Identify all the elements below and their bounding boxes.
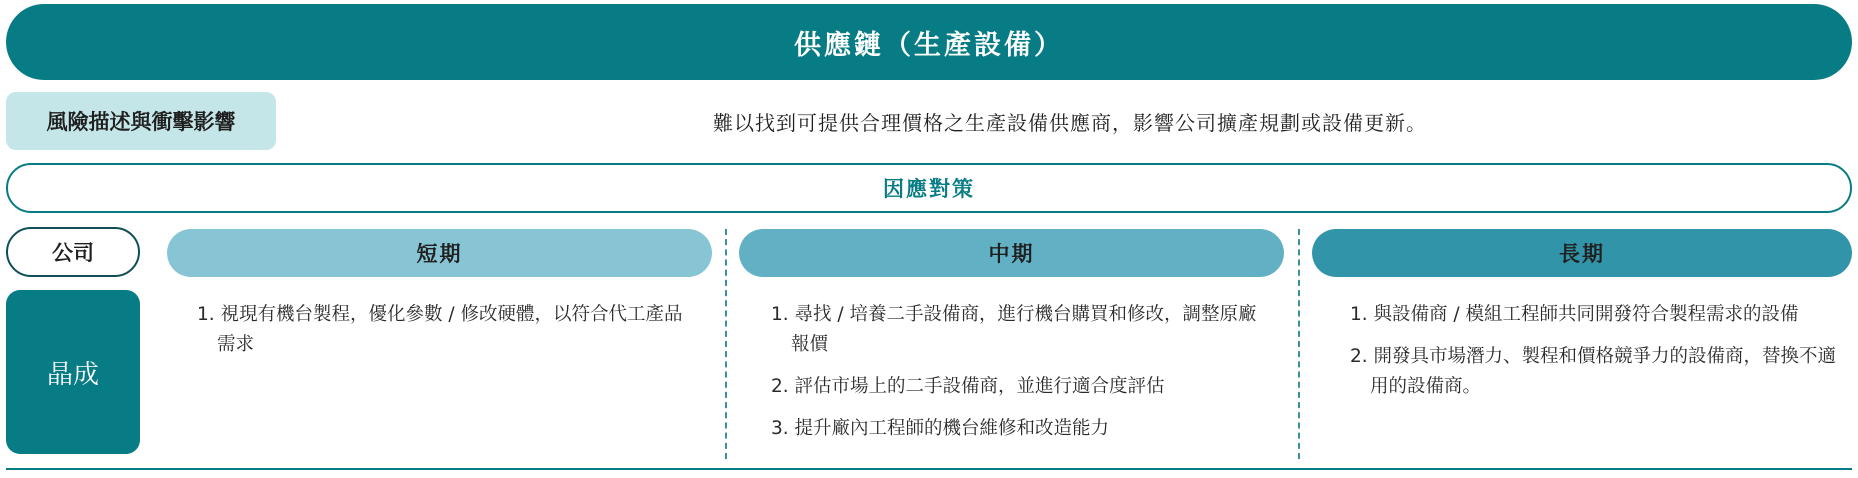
phase-mid-label: 中期 xyxy=(988,242,1035,266)
column-divider xyxy=(1298,229,1300,459)
company-name: 晶成 xyxy=(46,359,99,390)
company-name-box xyxy=(6,290,140,454)
phase-header-short xyxy=(167,229,712,277)
list-item: 1. 與設備商 / 模組工程師共同開發符合製程需求的設備 xyxy=(1350,304,1799,325)
phase-header-mid xyxy=(739,229,1284,277)
risk-label xyxy=(6,92,276,150)
list-item: 1. 尋找 / 培養二手設備商，進行機台購買和修改，調整原廠報價 xyxy=(771,304,1257,355)
short-term-list xyxy=(197,300,697,372)
page-title: 供應鏈（生產設備） xyxy=(794,29,1064,61)
mid-term-list xyxy=(771,300,1271,456)
page-title-banner xyxy=(6,4,1852,80)
list-item: 2. 開發具市場潛力、製程和價格競爭力的設備商，替換不適用的設備商。 xyxy=(1350,346,1837,397)
list-item: 1. 視現有機台製程，優化參數 / 修改硬體，以符合代工產品需求 xyxy=(197,304,683,355)
list-item: 3. 提升廠內工程師的機台維修和改造能力 xyxy=(771,418,1110,439)
phase-header-long xyxy=(1312,229,1852,277)
column-divider xyxy=(725,229,727,459)
company-label xyxy=(6,227,140,277)
response-header xyxy=(6,163,1852,213)
long-term-list xyxy=(1350,300,1845,414)
response-title: 因應對策 xyxy=(883,177,975,201)
phase-short-label: 短期 xyxy=(416,242,463,266)
risk-description-text: 難以找到可提供合理價格之生產設備供應商，影響公司擴產規劃或設備更新。 xyxy=(713,110,1427,135)
bottom-divider xyxy=(6,468,1852,470)
phase-long-label: 長期 xyxy=(1559,242,1605,266)
risk-label-text: 風險描述與衝擊影響 xyxy=(46,110,236,134)
list-item: 2. 評估市場上的二手設備商，並進行適合度評估 xyxy=(771,376,1165,397)
risk-description xyxy=(290,92,1850,150)
company-label-text: 公司 xyxy=(52,241,94,265)
